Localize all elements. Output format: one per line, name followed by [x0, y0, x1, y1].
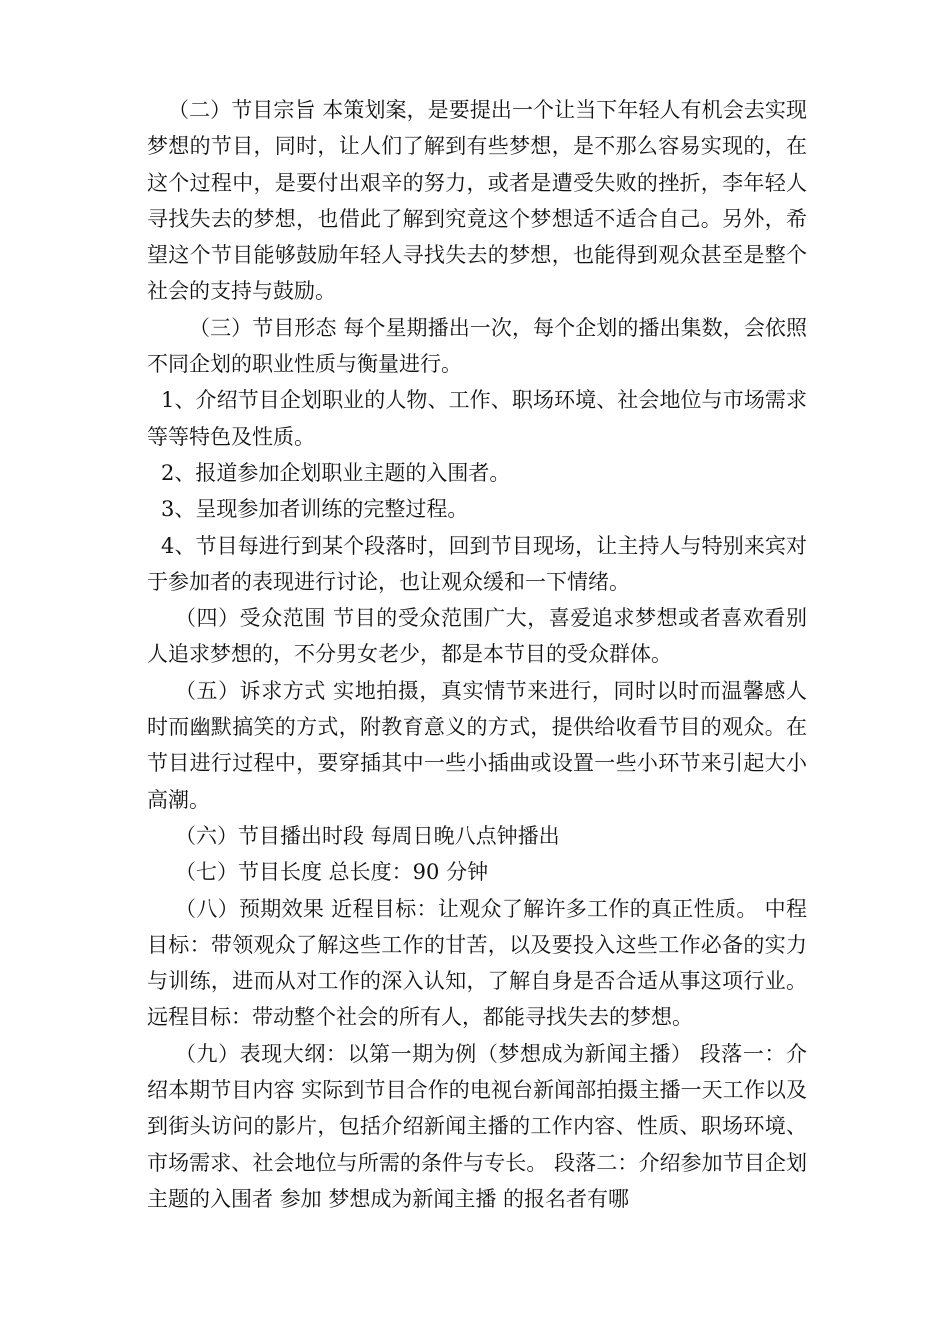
- list-item-4: 4、节目每进行到某个段落时，回到节目现场，让主持人与特别来宾对于参加者的表现进行讨论，也让观众缓和一下情绪。: [147, 533, 807, 594]
- paragraph-outline: （九）表现大纲：以第一期为例（梦想成为新闻主播） 段落一：介绍本期节目内容 实际到节目合作的电视台新闻部拍摄主播一天工作以及到街头访问的影片，包括介绍新闻主播的工作内容、性质、职场环境、市场需求、社会地位与所需的条件与专长。 段落二：介绍参加节目企划主题的入围者 参加 梦想成为新闻主播 的报名者有哪: [147, 1041, 807, 1211]
- list-item-1: 1、介绍节目企划职业的人物、工作、职场环境、社会地位与市场需求等等特色及性质。: [147, 388, 807, 449]
- list-item-3: 3、呈现参加者训练的完整过程。: [161, 497, 469, 522]
- paragraph-broadcast-time: （六）节目播出时段 每周日晚八点钟播出: [175, 823, 560, 848]
- paragraph-program-purpose: （二）节目宗旨 本策划案，是要提出一个让当下年轻人有机会去实现梦想的节目，同时，让人们了解到有些梦想，是不那么容易实现的，在这个过程中，是要付出艰辛的努力，或者是遭受失败的挫折，李年轻人寻找失去的梦想，也借此了解到究竟这个梦想适不适合自己。另外，希望这个节目能够鼓励年轻人寻找失去的梦想，也能得到观众甚至是整个社会的支持与鼓励。: [147, 98, 807, 304]
- paragraph-audience-scope: （四）受众范围 节目的受众范围广大，喜爱追求梦想或者喜欢看别人追求梦想的，不分男女老少，都是本节目的受众群体。: [147, 606, 807, 667]
- paragraph-program-format: （三）节目形态 每个星期播出一次，每个企划的播出集数，会依照不同企划的职业性质与衡量进行。: [147, 315, 807, 377]
- paragraph-program-length: （七）节目长度 总长度：90 分钟: [175, 860, 489, 885]
- paragraph-expected-effect: （八）预期效果 近程目标：让观众了解许多工作的真正性质。 中程目标：带领观众了解这些工作的甘苦，以及要投入这些工作必备的实力与训练，进而从对工作的深入认知，了解自身是否合适从事这项行业。 远程目标：带动整个社会的所有人，都能寻找失去的梦想。: [147, 896, 807, 1030]
- paragraph-appeal-method: （五）诉求方式 实地拍摄，真实情节来进行，同时以时而温馨感人时而幽默搞笑的方式，附教育意义的方式，提供给收看节目的观众。在节目进行过程中，要穿插其中一些小插曲或设置一些小环节来引起大小高潮。: [147, 678, 807, 812]
- document-body: [147, 92, 807, 1217]
- list-item-2: 2、报道参加企划职业主题的入围者。: [161, 460, 511, 485]
